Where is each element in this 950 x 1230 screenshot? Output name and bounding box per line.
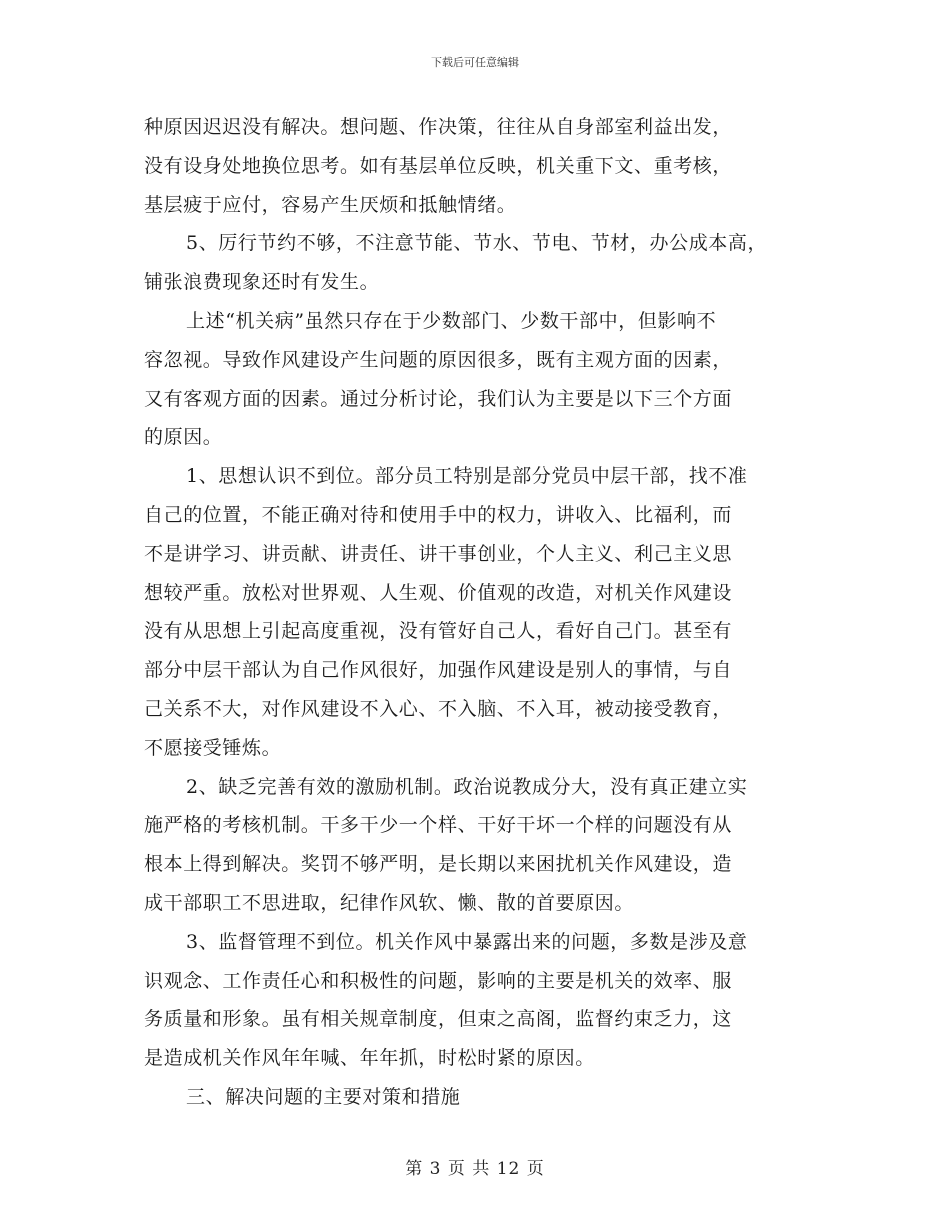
text-line: 没有从思想上引起高度重视，没有管好自己人，看好自己门。甚至有: [144, 620, 733, 643]
text-line: 没有设身处地换位思考。如有基层单位反映，机关重下文、重考核，: [144, 154, 733, 177]
text-line: 识观念、工作责任心和积极性的问题，影响的主要是机关的效率、服: [144, 969, 733, 992]
page-header: 下载后可任意编辑: [431, 56, 519, 69]
text-line: 上述“机关病”虽然只存在于少数部门、少数干部中，但影响不: [186, 309, 717, 332]
page-number: 第 3 页 共 12 页: [405, 1159, 545, 1179]
text-line: 铺张浪费现象还时有发生。: [144, 271, 380, 294]
text-line: 是造成机关作风年年喊、年年抓，时松时紧的原因。: [144, 1047, 595, 1070]
text-line: 根本上得到解决。奖罚不够严明，是长期以来困扰机关作风建设，造: [144, 853, 733, 876]
text-line: 己关系不大，对作风建设不入心、不入脑、不入耳，被动接受教育，: [144, 697, 733, 720]
text-line: 务质量和形象。虽有相关规章制度，但束之高阁，监督约束乏力，这: [144, 1008, 733, 1031]
text-line: 容忽视。导致作风建设产生问题的原因很多，既有主观方面的因素，: [144, 348, 733, 371]
text-line: 5、厉行节约不够，不注意节能、节水、节电、节材，办公成本高，: [186, 232, 768, 255]
text-line: 3、监督管理不到位。机关作风中暴露出来的问题，多数是涉及意: [186, 930, 748, 953]
text-line: 1、思想认识不到位。部分员工特别是部分党员中层干部，找不准: [186, 465, 748, 488]
document-body: [144, 108, 816, 1117]
text-line: 自己的位置，不能正确对待和使用手中的权力，讲收入、比福利，而: [144, 503, 733, 526]
text-line: 不是讲学习、讲贡献、讲责任、讲干事创业，个人主义、利己主义思: [144, 542, 733, 565]
text-line: 施严格的考核机制。干多干少一个样、干好干坏一个样的问题没有从: [144, 814, 733, 837]
text-line: 又有客观方面的因素。通过分析讨论，我们认为主要是以下三个方面: [144, 387, 733, 410]
section-heading: 三、解决问题的主要对策和措施: [186, 1085, 461, 1108]
text-line: 部分中层干部认为自己作风很好，加强作风建设是别人的事情，与自: [144, 659, 733, 682]
text-line: 的原因。: [144, 426, 223, 449]
text-line: 基层疲于应付，容易产生厌烦和抵触情绪。: [144, 193, 517, 216]
text-line: 不愿接受锤炼。: [144, 736, 282, 759]
text-line: 种原因迟迟没有解决。想问题、作决策，往往从自身部室利益出发，: [144, 116, 733, 138]
text-line: 2、缺乏完善有效的激励机制。政治说教成分大，没有真正建立实: [186, 775, 748, 798]
text-line: 成干部职工不思进取，纪律作风软、懒、散的首要原因。: [144, 891, 635, 914]
text-line: 想较严重。放松对世界观、人生观、价值观的改造，对机关作风建设: [144, 581, 733, 604]
